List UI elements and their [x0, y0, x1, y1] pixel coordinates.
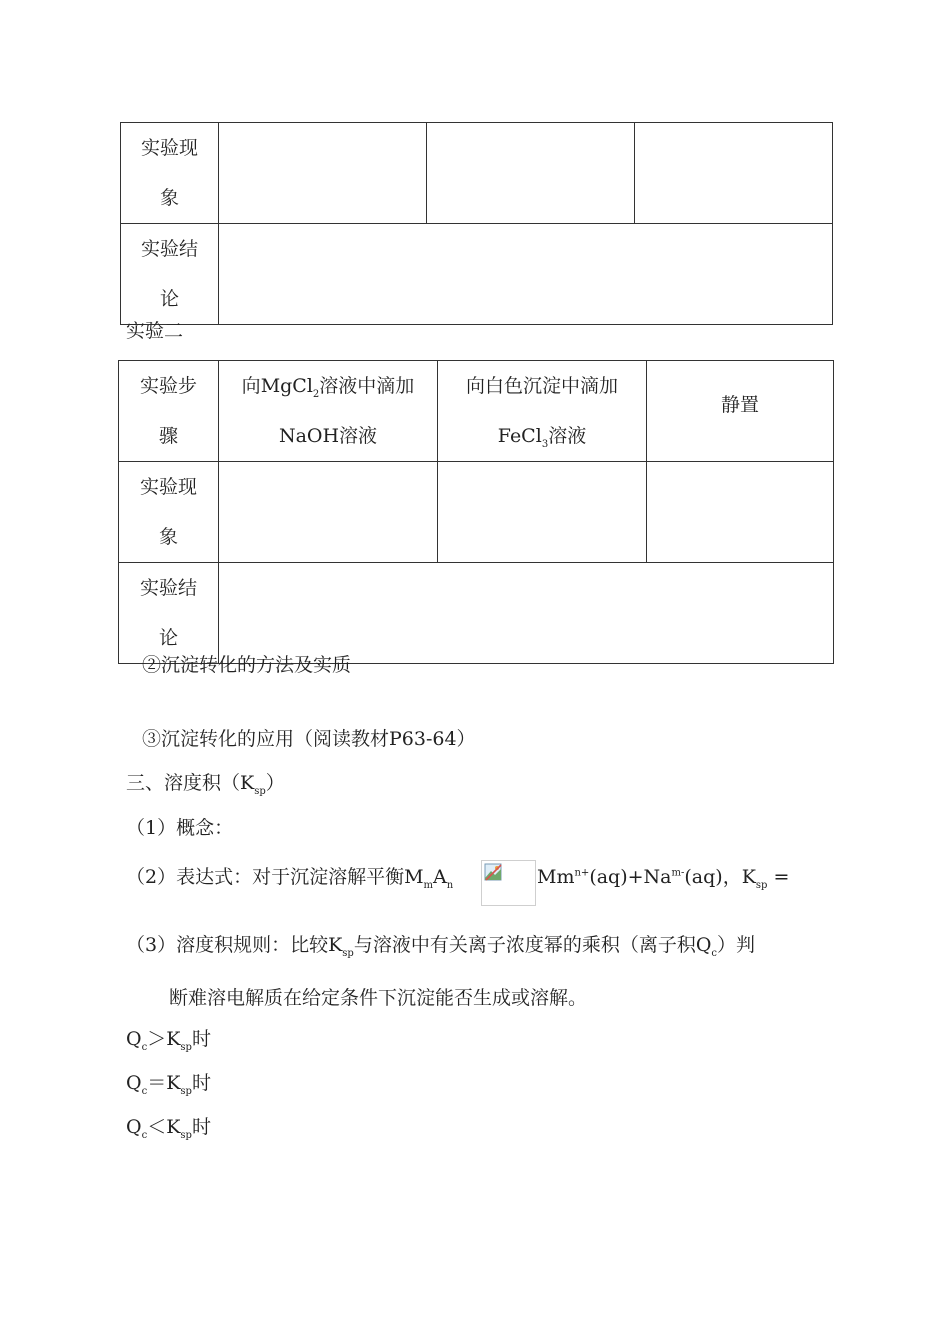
- experiment2-heading: 实验二: [126, 320, 184, 342]
- table-row: [119, 462, 834, 563]
- experiment1-table: [120, 122, 833, 325]
- header-line: 论: [159, 288, 179, 310]
- concept-label: （1）概念：: [126, 817, 234, 839]
- table-row: [119, 563, 834, 664]
- header-line: 实验结: [140, 238, 198, 260]
- conversion-application: ③沉淀转化的应用（阅读教材P63-64）: [142, 728, 476, 750]
- header-line: 实验结: [139, 577, 197, 599]
- header-line: 实验步: [139, 375, 197, 397]
- experiment2-table: [118, 360, 834, 664]
- row-header-conclusion: [121, 224, 219, 325]
- table-cell: [635, 123, 833, 224]
- header-line: 骤: [158, 425, 178, 447]
- header-line: 实验现: [140, 137, 198, 159]
- table-row: [121, 123, 833, 224]
- broken-image-icon: [484, 863, 502, 881]
- row-header-phenomenon: [119, 462, 219, 563]
- row-header-phenomenon: [121, 123, 219, 224]
- table-cell: [219, 224, 833, 325]
- step1-line2: NaOH溶液: [278, 425, 378, 447]
- table-cell: [427, 123, 635, 224]
- row-header-steps: [119, 361, 219, 462]
- expression-line: （2）表达式：对于沉淀溶解平衡$M_mA_n$: [126, 866, 454, 891]
- table-cell: [219, 462, 438, 563]
- rule-line1: （3）溶度积规则：比较$K_{sp}$与溶液中有关离子浓度幂的乘积（离子积$Q_c$）判: [126, 934, 756, 959]
- step2-cell: [438, 361, 647, 462]
- table-cell: [438, 462, 647, 563]
- table-cell: [647, 462, 834, 563]
- rule-line2: 断难溶电解质在给定条件下沉淀能否生成或溶解。: [169, 987, 588, 1009]
- header-line: 论: [158, 627, 178, 649]
- header-line: 象: [158, 526, 178, 548]
- table-row: [119, 361, 834, 462]
- compare-less: $Q_c<K_{sp}$时: [126, 1116, 211, 1141]
- row-header-conclusion: [119, 563, 219, 664]
- step2-line1: 向白色沉淀中滴加: [465, 375, 618, 397]
- conversion-method: ②沉淀转化的方法及实质: [142, 654, 352, 676]
- step1-cell: [219, 361, 438, 462]
- table-cell: [219, 563, 834, 664]
- ksp-section-title: 三、溶度积$(K_{sp})$: [126, 772, 285, 797]
- header-line: 实验现: [139, 476, 197, 498]
- step3-label: 静置: [720, 394, 759, 416]
- broken-image-placeholder: [481, 860, 536, 906]
- table-cell: [219, 123, 427, 224]
- compare-greater: $Q_c>K_{sp}$时: [126, 1028, 211, 1053]
- step3-cell: [647, 361, 834, 462]
- compare-equal: $Q_c=K_{sp}$时: [126, 1072, 211, 1097]
- header-line: 象: [159, 187, 179, 209]
- step1-line1: 向MgCl$_2$溶液中滴加: [241, 375, 415, 400]
- step2-line2: FeCl$_3$溶液: [497, 425, 587, 450]
- table-row: [121, 224, 833, 325]
- expression-right: $Mm^{n+}(aq)+Na^{m-}(aq)$，$K_{sp}$ =: [537, 866, 790, 891]
